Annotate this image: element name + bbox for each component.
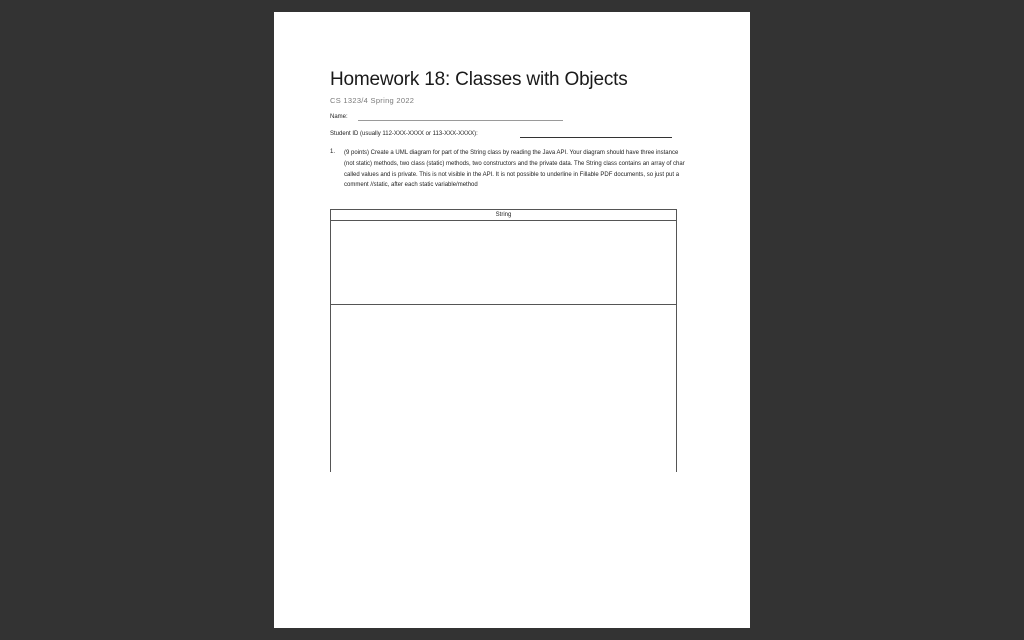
- uml-class-name: String: [331, 210, 676, 221]
- document-title: Homework 18: Classes with Objects: [330, 69, 628, 90]
- document-subtitle: CS 1323/4 Spring 2022: [330, 96, 415, 105]
- question-text: (9 points) Create a UML diagram for part of the String class by reading the Java API. Your diagram should have three instance (not static) methods, two class (static) methods, two constructors and the private data. The String class contains an array of char called values and is private. This is not visible in the API. It is not possible to underline in Fillable PDF documents, so just put a comment //static, after each static variable/method: [344, 150, 685, 189]
- name-field[interactable]: [358, 120, 563, 121]
- student-id-label: Student ID (usually 112-XXX-XXXX or 113-XXX-XXXX):: [330, 131, 478, 137]
- name-label: Name:: [330, 114, 348, 120]
- uml-fields-field[interactable]: [331, 221, 676, 305]
- uml-methods-field[interactable]: [331, 305, 676, 472]
- uml-class-diagram: [330, 209, 677, 472]
- question-number: 1.: [330, 149, 336, 155]
- student-id-field[interactable]: [520, 137, 672, 138]
- document-page: [274, 12, 750, 628]
